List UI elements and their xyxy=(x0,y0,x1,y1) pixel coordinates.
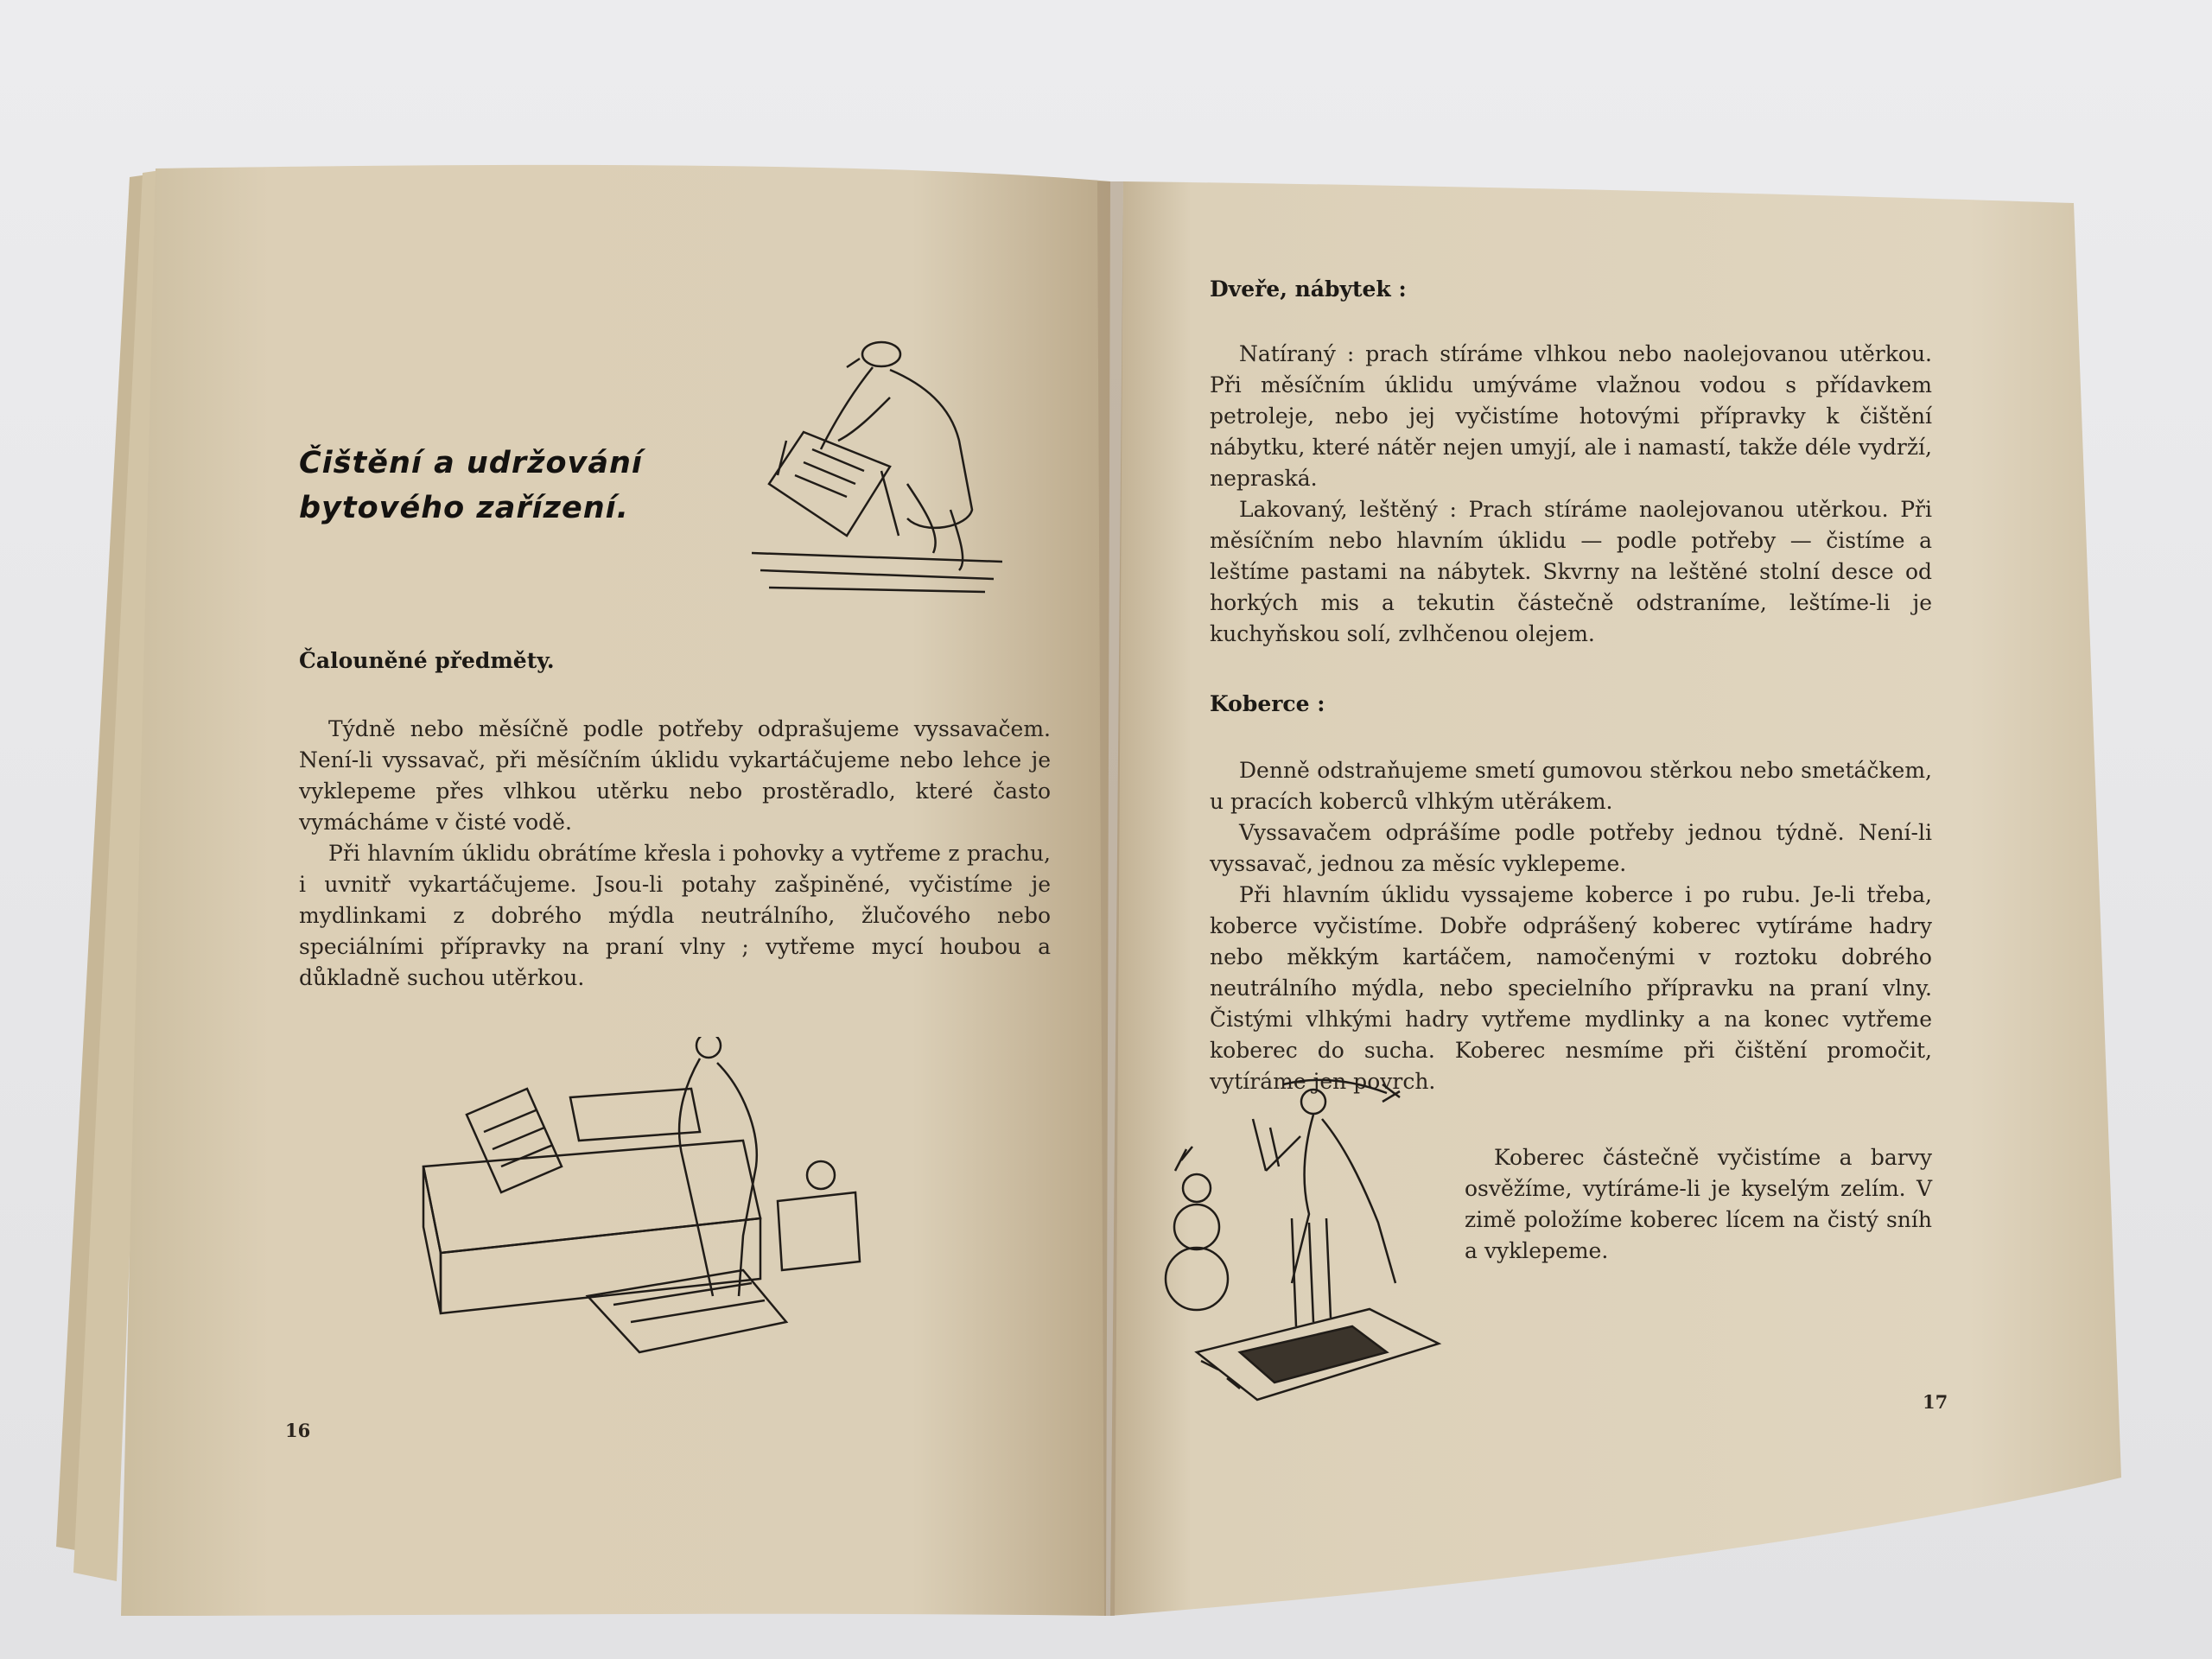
carpets-paragraph-vacuum: Vyssavačem odprášíme podle potřeby jednou týdně. Není-li vyssavač, jednou za měsíc vyklepeme. xyxy=(1210,820,1932,876)
carpets-paragraph-sauerkraut-snow: Koberec částečně vyčistíme a barvy osvěžíme, vytíráme-li je kyselým zelím. V zimě položíme koberec lícem na čistý sníh a vyklepeme. xyxy=(1465,1145,1932,1263)
carpets-paragraph-daily: Denně odstraňujeme smetí gumovou stěrkou nebo smetáčkem, u pracích koberců vlhkým utěrákem. xyxy=(1210,758,1932,814)
upholstered-text xyxy=(299,714,1051,994)
section-heading-doors-furniture: Dveře, nábytek : xyxy=(1210,276,1407,302)
right-page xyxy=(1201,259,1953,1486)
carpets-text xyxy=(1210,755,1932,1097)
section-heading-upholstered: Čalouněné předměty. xyxy=(299,648,555,673)
doors-paragraph-painted: Natíraný : prach stíráme vlhkou nebo naolejovanou utěrkou. Při měsíčním úklidu umýváme vlažnou vodou s přídavkem petroleje, nebo jej vyčistíme hotovými přípravky k čištění nábytku, které nátěr nejen umyjí, ale i namastí, takže déle vydrží, nepraská. xyxy=(1210,341,1932,491)
carpets-wrap-text xyxy=(1465,1142,1932,1267)
page-number-right: 17 xyxy=(1923,1391,1948,1413)
page-number-left: 16 xyxy=(285,1420,311,1441)
sofa-cleaning-illustration xyxy=(415,1037,873,1357)
chair-cleaning-illustration xyxy=(752,337,1002,596)
upholstered-paragraph-1: Týdně nebo měsíčně podle potřeby odprašujeme vyssavačem. Není-li vyssavač, při měsíčním úklidu vykartáčujeme nebo lehce je vyklepeme přes vlhkou utěrku nebo prostěradlo, které často vymácháme v čisté vodě. xyxy=(299,716,1051,835)
page-title xyxy=(299,441,643,531)
title-line-1: Čištění a udržování xyxy=(299,446,643,480)
doors-furniture-text xyxy=(1210,339,1932,650)
section-heading-carpets: Koberce : xyxy=(1210,691,1325,716)
carpets-paragraph-main-cleaning: Při hlavním úklidu vyssajeme koberce i po rubu. Je-li třeba, koberce vyčistíme. Dobře odprášený koberec vytíráme hadry nebo měkkým kartáčem, namočenými v roztoku dobrého neutrálního mýdla, nebo specielního přípravku na praní vlny. Čistými vlhkými hadry vytřeme mydlinky a na konec vytřeme koberec do sucha. Koberec nesmíme při čištění promočit, vytíráme jen povrch. xyxy=(1210,882,1932,1094)
carpet-beating-illustration xyxy=(1162,1067,1460,1404)
upholstered-paragraph-2: Při hlavním úklidu obrátíme křesla i pohovky a vytřeme z prachu, i uvnitř vykartáčujeme. Jsou-li potahy zašpiněné, vyčistíme je mydlinkami z dobrého mýdla neutrálního, žlučového nebo speciálními přípravky na praní vlny ; vytřeme mycí houbou a důkladně suchou utěrkou. xyxy=(299,841,1051,990)
title-line-2: bytového zařízení. xyxy=(299,491,629,525)
left-page xyxy=(285,311,1063,1538)
doors-paragraph-lacquered: Lakovaný, leštěný : Prach stíráme naolejovanou utěrkou. Při měsíčním nebo hlavním úklidu — podle potřeby — čistíme a leštíme pastami na nábytek. Skvrny na leštěné stolní desce od horkých mis a tekutin částečně odstraníme, leštíme-li je kuchyňskou solí, zvlhčenou olejem. xyxy=(1210,497,1932,646)
